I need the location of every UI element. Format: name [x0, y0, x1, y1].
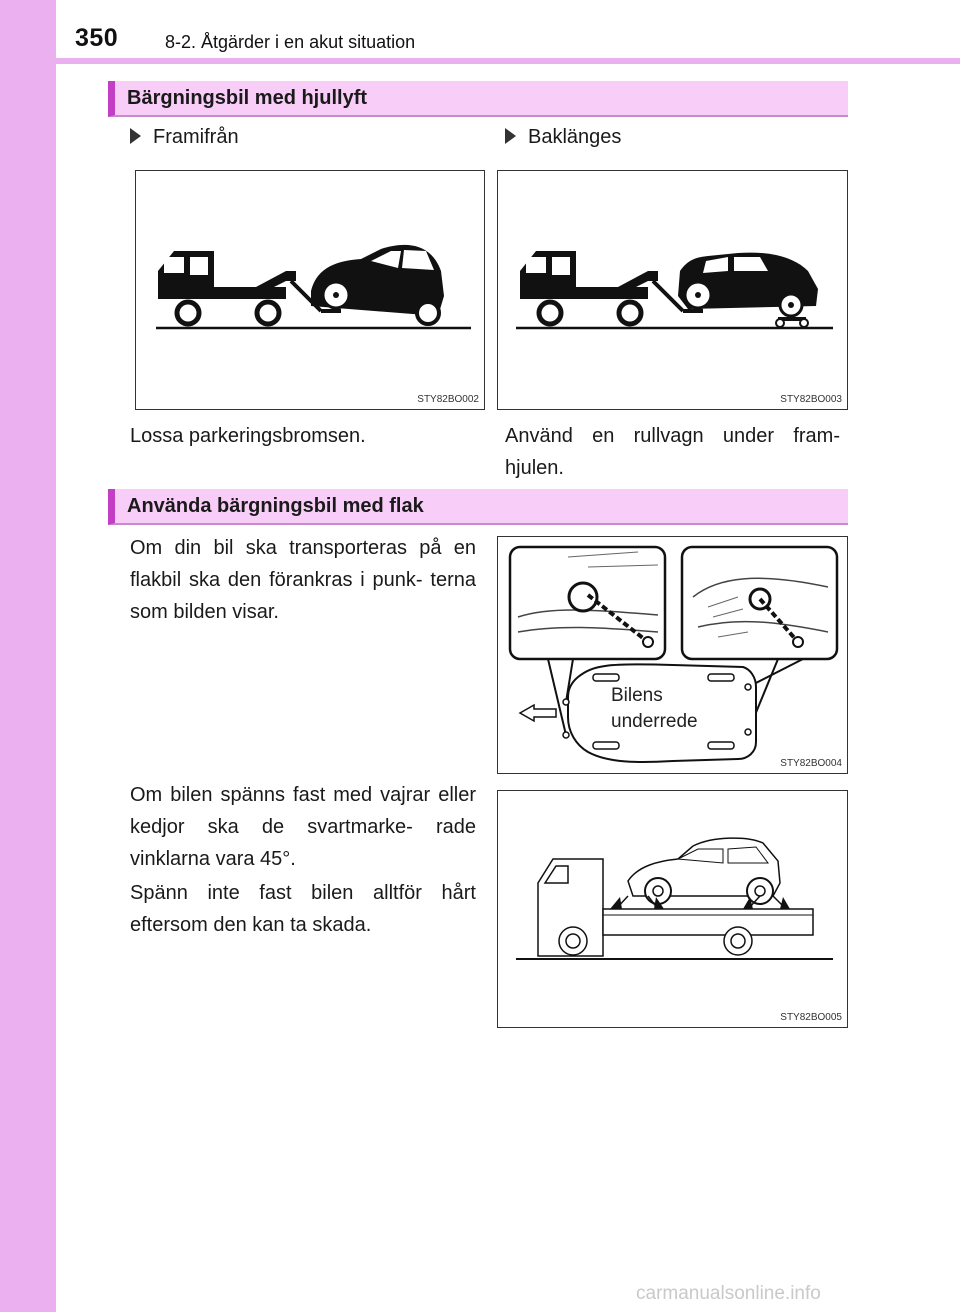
- section-heading-flatbed: Använda bärgningsbil med flak: [108, 489, 848, 525]
- caption-parking-brake: Lossa parkeringsbromsen.: [130, 425, 366, 447]
- figure-tow-rear: [497, 170, 848, 410]
- underbody-label-line2: underrede: [611, 711, 698, 732]
- figure-code: STY82BO005: [780, 1012, 842, 1023]
- sidebar-tab: [0, 0, 56, 1312]
- caption-dolly-line2: hjulen.: [505, 457, 564, 479]
- figure-code: STY82BO004: [780, 758, 842, 769]
- paragraph-not-too-tight: Spänn inte fast bilen alltför hårt eftersom den kan ta skada.: [130, 882, 476, 936]
- triangle-bullet-icon: [505, 128, 516, 144]
- figure-code: STY82BO002: [417, 394, 479, 405]
- header-rule: [56, 58, 960, 64]
- chapter-title: 8-2. Åtgärder i en akut situation: [165, 32, 416, 52]
- bullet-rear: [505, 126, 621, 149]
- flatbed-truck-illustration: [498, 791, 848, 1028]
- page-number: 350: [75, 24, 119, 52]
- figure-underbody: [497, 536, 848, 774]
- bullet-front: [130, 126, 239, 149]
- section-heading-wheel-lift: Bärgningsbil med hjullyft: [108, 81, 848, 117]
- figure-code: STY82BO003: [780, 394, 842, 405]
- bullet-front-label: Framifrån: [153, 126, 239, 148]
- paragraph-anchor-points: Om din bil ska transporteras på en flakbil ska den förankras i punk- terna som bilden visar.: [130, 537, 476, 623]
- underbody-label-line1: Bilens: [611, 685, 663, 706]
- figure-flatbed: [497, 790, 848, 1028]
- bullet-rear-label: Baklänges: [528, 126, 622, 148]
- paragraph-45-degrees: Om bilen spänns fast med vajrar eller kedjor ska de svartmarke- rade vinklarna vara 45°.: [130, 784, 476, 870]
- triangle-bullet-icon: [130, 128, 141, 144]
- underbody-anchor-illustration: [498, 537, 848, 774]
- tow-truck-rear-illustration: [498, 171, 848, 410]
- figure-tow-front: [135, 170, 485, 410]
- caption-dolly-line1: Använd en rullvagn under fram-: [505, 425, 840, 447]
- footer-watermark: carmanualsonline.info: [636, 1283, 821, 1304]
- tow-truck-front-illustration: [136, 171, 485, 410]
